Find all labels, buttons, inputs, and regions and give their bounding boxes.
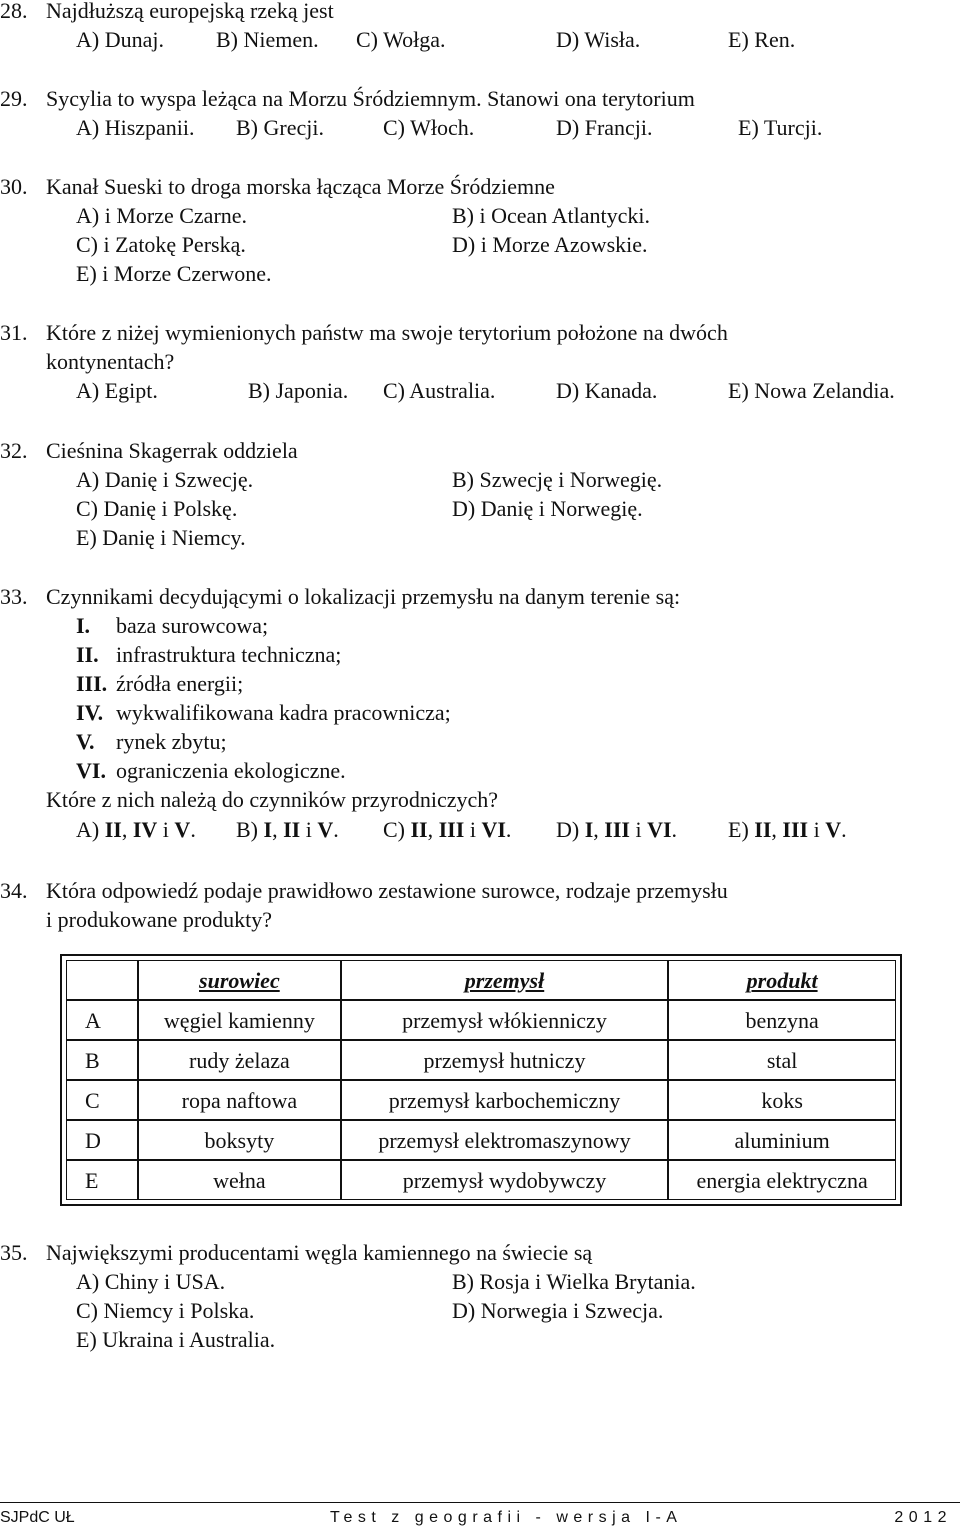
answer-d: D) Francji.: [556, 115, 653, 140]
answer-b: B) Szwecję i Norwegię.: [452, 467, 663, 492]
answer-b: B) I, II i V.: [236, 817, 339, 842]
question-number: 32.: [0, 438, 28, 463]
answer-a: A) II, IV i V.: [76, 817, 196, 842]
question-text: Które z niżej wymienionych państw ma swoje terytorium położone na dwóch: [46, 320, 728, 345]
cell-produkt: aluminium: [668, 1120, 896, 1160]
answer-d: D) Kanada.: [556, 378, 658, 403]
table-row: [66, 1080, 896, 1120]
answer-a: A) Dunaj.: [76, 27, 164, 52]
answer-a: A) Egipt.: [76, 378, 158, 403]
question-text: Najdłuższą europejską rzeką jest: [46, 0, 334, 23]
answer-b: B) Japonia.: [248, 378, 349, 403]
header-surowiec: surowiec: [138, 960, 341, 1000]
cell-przemysl: przemysł hutniczy: [341, 1040, 668, 1080]
cell-przemysl: przemysł wydobywczy: [341, 1160, 668, 1200]
answer-c: C) Wołga.: [356, 27, 446, 52]
cell-produkt: stal: [668, 1040, 896, 1080]
cell-produkt: benzyna: [668, 1000, 896, 1040]
cell-surowiec: węgiel kamienny: [138, 1000, 341, 1040]
item-text: rynek zbytu;: [116, 729, 227, 754]
answer-c: C) i Zatokę Perską.: [76, 232, 246, 257]
cell-surowiec: boksyty: [138, 1120, 341, 1160]
table-row: [66, 1160, 896, 1200]
cell-surowiec: ropa naftowa: [138, 1080, 341, 1120]
cell-surowiec: rudy żelaza: [138, 1040, 341, 1080]
cell-surowiec: wełna: [138, 1160, 341, 1200]
question-number: 29.: [0, 86, 28, 111]
answer-c: C) Niemcy i Polska.: [76, 1298, 255, 1323]
answer-e: E) Ren.: [728, 27, 796, 52]
question-number: 30.: [0, 174, 28, 199]
answer-d: D) i Morze Azowskie.: [452, 232, 648, 257]
answer-d: D) Danię i Norwegię.: [452, 496, 643, 521]
row-label: E: [66, 1160, 138, 1200]
question-number: 33.: [0, 584, 28, 609]
products-table: [66, 960, 896, 1200]
question-text-cont: kontynentach?: [46, 349, 175, 374]
question-text-cont: i produkowane produkty?: [46, 907, 273, 932]
answer-a: A) i Morze Czarne.: [76, 203, 248, 228]
header-przemysl: przemysł: [341, 960, 668, 1000]
cell-przemysl: przemysł elektromaszynowy: [341, 1120, 668, 1160]
header-cell-empty: [66, 960, 138, 1000]
question-number: 31.: [0, 320, 28, 345]
answer-b: B) i Ocean Atlantycki.: [452, 203, 650, 228]
answer-d: D) Norwegia i Szwecja.: [452, 1298, 664, 1323]
item-text: baza surowcowa;: [116, 613, 269, 638]
question-text: Cieśnina Skagerrak oddziela: [46, 438, 298, 463]
answer-b: B) Rosja i Wielka Brytania.: [452, 1269, 696, 1294]
footer-divider: [0, 1502, 960, 1503]
cell-produkt: koks: [668, 1080, 896, 1120]
header-produkt: produkt: [668, 960, 896, 1000]
table-row: [66, 1000, 896, 1040]
table-row: [66, 1120, 896, 1160]
footer-title: Test z geografii - wersja I-A: [330, 1509, 683, 1526]
footer-year: 2012: [894, 1509, 952, 1526]
table-row: [66, 1040, 896, 1080]
answer-e: E) Turcji.: [738, 115, 823, 140]
question-prompt: Które z nich należą do czynników przyrodniczych?: [46, 787, 499, 812]
table-header-row: [66, 960, 896, 1000]
item-numeral: V.: [76, 729, 95, 754]
row-label: D: [66, 1120, 138, 1160]
answer-e: E) i Morze Czerwone.: [76, 261, 272, 286]
row-label: B: [66, 1040, 138, 1080]
answer-c: C) Danię i Polskę.: [76, 496, 238, 521]
cell-przemysl: przemysł karbochemiczny: [341, 1080, 668, 1120]
item-numeral: III.: [76, 671, 108, 696]
question-text: Która odpowiedź podaje prawidłowo zestawione surowce, rodzaje przemysłu: [46, 878, 728, 903]
item-text: źródła energii;: [116, 671, 244, 696]
item-text: ograniczenia ekologiczne.: [116, 758, 346, 783]
question-text: Sycylia to wyspa leżąca na Morzu Śródziemnym. Stanowi ona terytorium: [46, 86, 695, 111]
footer-institution: SJPdC UŁ: [0, 1509, 75, 1526]
answer-e: E) Nowa Zelandia.: [728, 378, 895, 403]
question-text: Największymi producentami węgla kamiennego na świecie są: [46, 1240, 593, 1265]
item-numeral: I.: [76, 613, 91, 638]
item-text: wykwalifikowana kadra pracownicza;: [116, 700, 451, 725]
answer-b: B) Niemen.: [216, 27, 319, 52]
item-text: infrastruktura techniczna;: [116, 642, 342, 667]
answer-a: A) Hiszpanii.: [76, 115, 195, 140]
answer-a: A) Danię i Szwecję.: [76, 467, 254, 492]
item-numeral: IV.: [76, 700, 104, 725]
row-label: A: [66, 1000, 138, 1040]
question-text: Czynnikami decydującymi o lokalizacji przemysłu na danym terenie są:: [46, 584, 681, 609]
answer-d: D) Wisła.: [556, 27, 641, 52]
answer-e: E) Danię i Niemcy.: [76, 525, 246, 550]
cell-przemysl: przemysł włókienniczy: [341, 1000, 668, 1040]
answer-c: C) Australia.: [383, 378, 496, 403]
question-number: 35.: [0, 1240, 28, 1265]
item-numeral: II.: [76, 642, 99, 667]
answer-d: D) I, III i VI.: [556, 817, 678, 842]
row-label: C: [66, 1080, 138, 1120]
answer-e: E) Ukraina i Australia.: [76, 1327, 276, 1352]
answer-c: C) II, III i VI.: [383, 817, 512, 842]
question-number: 34.: [0, 878, 28, 903]
question-number: 28.: [0, 0, 28, 23]
answer-e: E) II, III i V.: [728, 817, 847, 842]
question-text: Kanał Sueski to droga morska łącząca Morze Śródziemne: [46, 174, 555, 199]
answer-a: A) Chiny i USA.: [76, 1269, 226, 1294]
cell-produkt: energia elektryczna: [668, 1160, 896, 1200]
answer-c: C) Włoch.: [383, 115, 475, 140]
answer-b: B) Grecji.: [236, 115, 324, 140]
item-numeral: VI.: [76, 758, 106, 783]
